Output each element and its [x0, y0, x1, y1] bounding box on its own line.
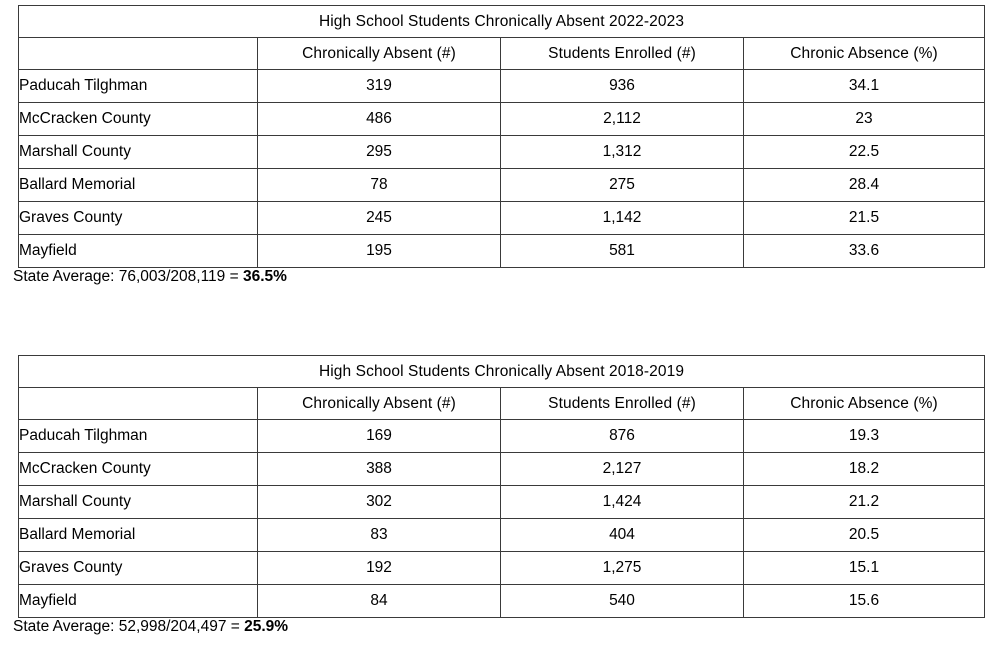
cell-school-name: Ballard Memorial — [19, 169, 258, 202]
table-row — [19, 103, 985, 136]
column-header-chronic-absence-pct: Chronic Absence (%) — [744, 388, 985, 420]
table-row — [19, 519, 985, 552]
cell-students-enrolled: 1,142 — [501, 202, 744, 235]
absence-table — [18, 5, 985, 268]
cell-chronically-absent: 195 — [258, 235, 501, 268]
cell-students-enrolled: 2,112 — [501, 103, 744, 136]
cell-school-name: McCracken County — [19, 103, 258, 136]
table-header-row — [19, 388, 985, 420]
cell-school-name: Ballard Memorial — [19, 519, 258, 552]
cell-school-name: McCracken County — [19, 453, 258, 486]
cell-students-enrolled: 581 — [501, 235, 744, 268]
state-average-value: 36.5% — [242, 268, 287, 285]
cell-school-name: Mayfield — [19, 585, 258, 618]
cell-chronically-absent: 192 — [258, 552, 501, 585]
column-header-students-enrolled: Students Enrolled (#) — [501, 38, 744, 70]
cell-chronically-absent: 319 — [258, 70, 501, 103]
state-average-label: State Average: 52,998/204,497 = — [13, 618, 245, 635]
cell-school-name: Mayfield — [19, 235, 258, 268]
cell-school-name: Graves County — [19, 552, 258, 585]
table-title: High School Students Chronically Absent 2022-2023 — [19, 6, 985, 38]
cell-chronic-absence-pct: 20.5 — [744, 519, 985, 552]
cell-chronic-absence-pct: 15.6 — [744, 585, 985, 618]
state-average-note — [13, 618, 288, 636]
state-average-note — [13, 268, 287, 286]
cell-students-enrolled: 540 — [501, 585, 744, 618]
cell-students-enrolled: 1,275 — [501, 552, 744, 585]
cell-chronically-absent: 78 — [258, 169, 501, 202]
cell-chronic-absence-pct: 33.6 — [744, 235, 985, 268]
cell-chronically-absent: 388 — [258, 453, 501, 486]
table-title-row — [19, 356, 985, 388]
column-header-chronically-absent: Chronically Absent (#) — [258, 388, 501, 420]
cell-chronic-absence-pct: 22.5 — [744, 136, 985, 169]
cell-chronic-absence-pct: 19.3 — [744, 420, 985, 453]
cell-chronic-absence-pct: 34.1 — [744, 70, 985, 103]
cell-chronic-absence-pct: 21.5 — [744, 202, 985, 235]
table-title: High School Students Chronically Absent 2018-2019 — [19, 356, 985, 388]
cell-chronic-absence-pct: 18.2 — [744, 453, 985, 486]
absence-table-block-2018-2019 — [18, 355, 984, 618]
state-average-value: 25.9% — [244, 618, 289, 635]
cell-school-name: Paducah Tilghman — [19, 420, 258, 453]
column-header-students-enrolled: Students Enrolled (#) — [501, 388, 744, 420]
state-average-label: State Average: 76,003/208,119 = — [13, 268, 243, 285]
cell-students-enrolled: 936 — [501, 70, 744, 103]
table-row — [19, 235, 985, 268]
table-header-row — [19, 38, 985, 70]
cell-chronic-absence-pct: 15.1 — [744, 552, 985, 585]
cell-school-name: Marshall County — [19, 486, 258, 519]
table-row — [19, 169, 985, 202]
cell-chronically-absent: 83 — [258, 519, 501, 552]
cell-school-name: Marshall County — [19, 136, 258, 169]
table-row — [19, 552, 985, 585]
cell-students-enrolled: 876 — [501, 420, 744, 453]
cell-chronic-absence-pct: 28.4 — [744, 169, 985, 202]
cell-students-enrolled: 404 — [501, 519, 744, 552]
absence-table-block-2022-2023 — [18, 5, 984, 268]
cell-school-name: Graves County — [19, 202, 258, 235]
column-header-school — [19, 38, 258, 70]
table-title-row — [19, 6, 985, 38]
cell-chronically-absent: 486 — [258, 103, 501, 136]
cell-chronically-absent: 245 — [258, 202, 501, 235]
table-row — [19, 420, 985, 453]
cell-chronically-absent: 84 — [258, 585, 501, 618]
cell-chronic-absence-pct: 21.2 — [744, 486, 985, 519]
table-row — [19, 585, 985, 618]
column-header-school — [19, 388, 258, 420]
cell-school-name: Paducah Tilghman — [19, 70, 258, 103]
table-row — [19, 486, 985, 519]
cell-chronic-absence-pct: 23 — [744, 103, 985, 136]
cell-students-enrolled: 2,127 — [501, 453, 744, 486]
column-header-chronic-absence-pct: Chronic Absence (%) — [744, 38, 985, 70]
cell-chronically-absent: 169 — [258, 420, 501, 453]
table-row — [19, 136, 985, 169]
table-row — [19, 70, 985, 103]
absence-table — [18, 355, 985, 618]
cell-chronically-absent: 302 — [258, 486, 501, 519]
column-header-chronically-absent: Chronically Absent (#) — [258, 38, 501, 70]
cell-students-enrolled: 275 — [501, 169, 744, 202]
table-row — [19, 202, 985, 235]
table-row — [19, 453, 985, 486]
cell-students-enrolled: 1,424 — [501, 486, 744, 519]
cell-chronically-absent: 295 — [258, 136, 501, 169]
cell-students-enrolled: 1,312 — [501, 136, 744, 169]
